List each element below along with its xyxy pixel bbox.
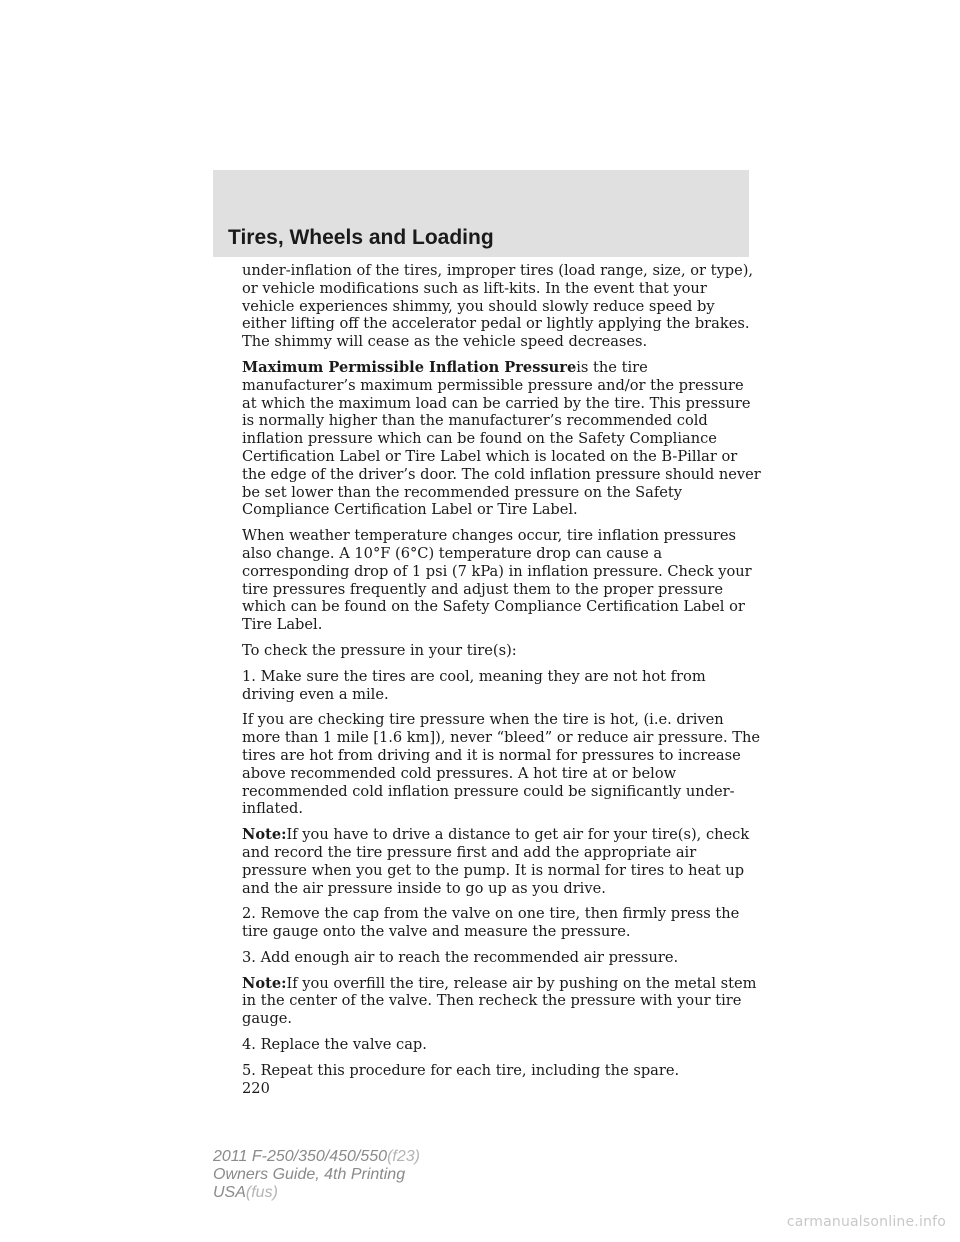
note-text: If you have to drive a distance to get air for your tire(s), check and record the tire pressure first and add the appropriate air pressure when you get to the pump. It is normal for tires to heat up and the air pressure inside to go up as you drive. <box>242 826 750 897</box>
footer-line-market <box>213 1184 420 1202</box>
footer-model-code: (f23) <box>387 1148 420 1165</box>
paragraph-hot-tire: If you are checking tire pressure when the tire is hot, (i.e. driven more than 1 mile [1.6 km]), never “bleed” or reduce air pressure. The tires are hot from driving and it is normal for pressures to increase above recommended cold pressures. A hot tire at or below recommended cold inflation pressure could be significantly under-inflated. <box>242 711 761 818</box>
step-5: 5. Repeat this procedure for each tire, including the spare. <box>242 1061 680 1079</box>
footer-market: USA <box>213 1184 246 1201</box>
paragraph-max-pressure <box>242 359 762 519</box>
footer-line-printing: Owners Guide, 4th Printing <box>213 1166 406 1183</box>
note-drive-distance <box>242 826 762 897</box>
footer-model: 2011 F-250/350/450/550 <box>213 1148 388 1165</box>
page-number: 220 <box>242 1079 270 1097</box>
section-title: Tires, Wheels and Loading <box>228 226 494 249</box>
note-label: Note: <box>242 826 287 844</box>
step-1: 1. Make sure the tires are cool, meaning they are not hot from driving even a mile. <box>242 667 706 703</box>
note-label: Note: <box>242 974 287 992</box>
footer-line-model <box>213 1148 420 1166</box>
max-pressure-definition: is the tire manufacturer’s maximum permissible pressure and/or the pressure at which the maximum load can be carried by the tire. This pressure is normally higher than the manufacturer’s recommended cold inflation pressure which can be found on the Safety Compliance Certification Label or Tire Label which is located on the B-Pillar or the edge of the driver’s door. The cold inflation pressure should never be set lower than the recommended pressure on the Safety Compliance Certification Label or Tire Label. <box>242 358 761 519</box>
step-2: 2. Remove the cap from the valve on one tire, then firmly press the tire gauge onto the valve and measure the pressure. <box>242 905 740 941</box>
note-overfill <box>242 975 762 1028</box>
term-max-pressure: Maximum Permissible Inflation Pressure <box>242 358 577 376</box>
paragraph-temperature: When weather temperature changes occur, tire inflation pressures also change. A 10°F (6°C) temperature drop can cause a corresponding drop of 1 psi (7 kPa) in inflation pressure. Check your tire pressures frequently and adjust them to the proper pressure which can be found on the Safety Compliance Certification Label or Tire Label. <box>242 527 752 634</box>
step-3: 3. Add enough air to reach the recommended air pressure. <box>242 948 679 966</box>
watermark: carmanualsonline.info <box>786 1214 946 1230</box>
footer-market-code: (fus) <box>245 1184 278 1201</box>
note-text: If you overfill the tire, release air by pushing on the metal stem in the center of the valve. Then recheck the pressure with your tire gauge. <box>242 974 757 1028</box>
step-4: 4. Replace the valve cap. <box>242 1036 427 1054</box>
print-footer <box>213 1148 420 1202</box>
paragraph-check-intro: To check the pressure in your tire(s): <box>242 641 517 659</box>
page-content <box>242 262 762 1105</box>
paragraph-shimmy: under-inflation of the tires, improper tires (load range, size, or type), or vehicle modifications such as lift-kits. In the event that your vehicle experiences shimmy, you should slowly reduce speed by either lifting off the accelerator pedal or lightly applying the brakes. The shimmy will cease as the vehicle speed decreases. <box>242 262 754 351</box>
